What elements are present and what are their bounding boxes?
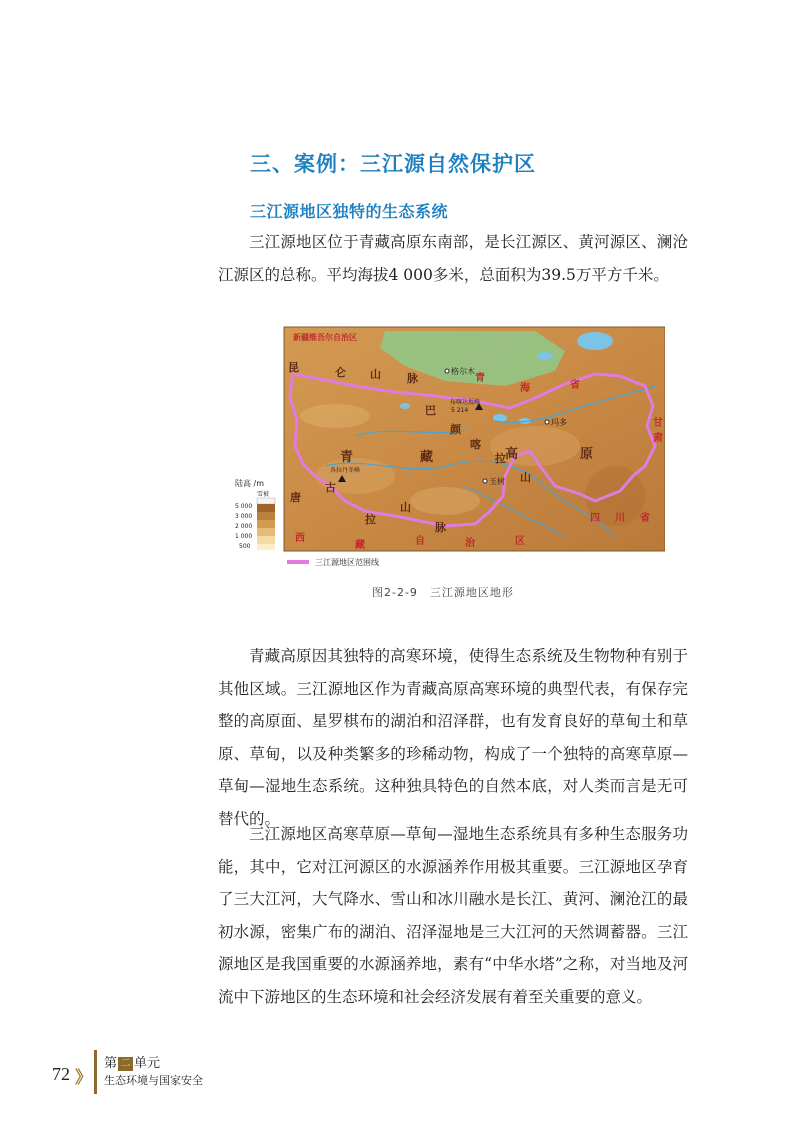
legend-level-1000: 1 000 [235,533,253,540]
legend-level-3000: 3 000 [235,513,253,520]
label-qinghai-1: 青 [475,373,485,384]
figure-caption: 图2-2-9 三江源地区地形 [372,586,514,599]
paragraph-ecosystem: 青藏高原因其独特的高寒环境，使得生态系统及生物物种有别于其他区域。三江源地区作为青藏高原高寒环境的典型代表，有保存完整的高原面、星罗棋布的湖泊和沼泽群，也有发育良好的草甸土和草原、草甸，以及种类繁多的珍稀动物，构成了一个独特的高寒草原—草甸—湿地生态系统。这种独具特色的自然本底，对人类而言是无可替代的。 [218,647,688,828]
label-bayan-5: 山 [520,471,531,484]
yushu-marker [483,479,487,483]
label-bayan-1: 巴 [425,404,436,417]
legend-elevation-title: 陆高 /m [235,479,265,488]
label-xizang-5: 区 [515,536,525,547]
chevron-right-icon: 》 [75,1068,92,1088]
page-footer [38,1046,298,1096]
label-xizang-3: 自 [415,536,425,547]
label-tanggula-1: 唐 [290,491,301,504]
footer-divider [94,1050,97,1094]
legend-boundary-label: 三江源地区范围线 [315,558,379,567]
unit-subtitle: 生态环境与国家安全 [104,1074,203,1087]
maduo-marker [545,420,549,424]
section-subtitle: 三江源地区独特的生态系统 [250,202,449,221]
boundary-legend [287,557,379,567]
label-bayan-4: 拉 [495,452,506,465]
place-golmud: 格尔木 [451,367,475,376]
label-tanggula-4: 山 [400,501,411,514]
label-qingzang-2: 藏 [420,450,434,465]
terrain-map-figure [235,326,665,576]
label-tanggula-2: 古 [325,481,336,494]
legend-snow-label: 雪被 [257,491,270,498]
label-bayan-3: 喀 [470,438,481,451]
label-bayan-2: 颜 [450,423,461,436]
label-xizang-2: 藏 [355,540,365,551]
label-qingzang-4: 原 [580,447,594,462]
place-yushu: 玉树 [489,477,505,486]
terrain-map [235,326,665,576]
place-maduo: 玛多 [551,418,567,427]
legend-level-5000: 5 000 [235,503,253,510]
label-qinghai-2: 海 [520,383,530,394]
label-sichuan-1: 四 [590,513,600,524]
label-kunlun-1: 昆 [288,361,299,374]
paragraph-intro: 三江源地区位于青藏高原东南部，是长江源区、黄河源区、澜沧江源区的总称。平均海拔4 000多米，总面积为39.5万平方千米。 [218,233,688,284]
label-gansu-1: 甘 [653,418,663,429]
section-title: 三、案例：三江源自然保护区 [250,152,536,176]
unit-title: 第 二 单元 [104,1056,161,1071]
label-qingzang-3: 高 [505,447,519,462]
label-xizang-1: 西 [295,533,305,544]
legend-level-2000: 2 000 [235,523,253,530]
label-gansu-2: 肃 [653,433,663,444]
paragraph-water-tower: 三江源地区高寒草原—草甸—湿地生态系统具有多种生态服务功能，其中，它对江河源区的水源涵养作用极其重要。三江源地区孕育了三大江河，大气降水、雪山和冰川融水是长江、黄河、澜沧江的最初水源，密集广布的湖泊、沼泽湿地是三大江河的天然调蓄器。三江源地区是我国重要的水源涵养地，素有“中华水塔”之称，对当地及河流中下游地区的生态环境和社会经济发展有着至关重要的意义。 [218,825,688,1006]
label-qinghai-3: 省 [570,380,580,391]
place-peak2: 各拉丹冬峰 [330,467,361,474]
place-peak1-height: 5 214 [451,407,469,414]
page-number: 72 [52,1064,70,1084]
unit-number-badge: 二 [118,1057,133,1071]
label-tanggula-3: 拉 [365,513,376,526]
golmud-marker [445,369,449,373]
label-xinjiang-1: 新疆维吾尔自治区 [293,333,357,342]
label-kunlun-4: 脉 [407,372,418,385]
place-peak1: 布喀达坂峰 [450,399,481,406]
label-qingzang-1: 青 [340,450,354,465]
label-sichuan-2: 川 [615,513,625,524]
label-kunlun-3: 山 [370,368,381,381]
label-sichuan-3: 省 [640,513,650,524]
label-kunlun-2: 仑 [335,366,346,379]
label-xizang-4: 治 [465,538,475,549]
label-tanggula-5: 脉 [435,521,446,534]
elevation-legend [235,478,275,550]
legend-level-500: 500 [239,543,251,550]
